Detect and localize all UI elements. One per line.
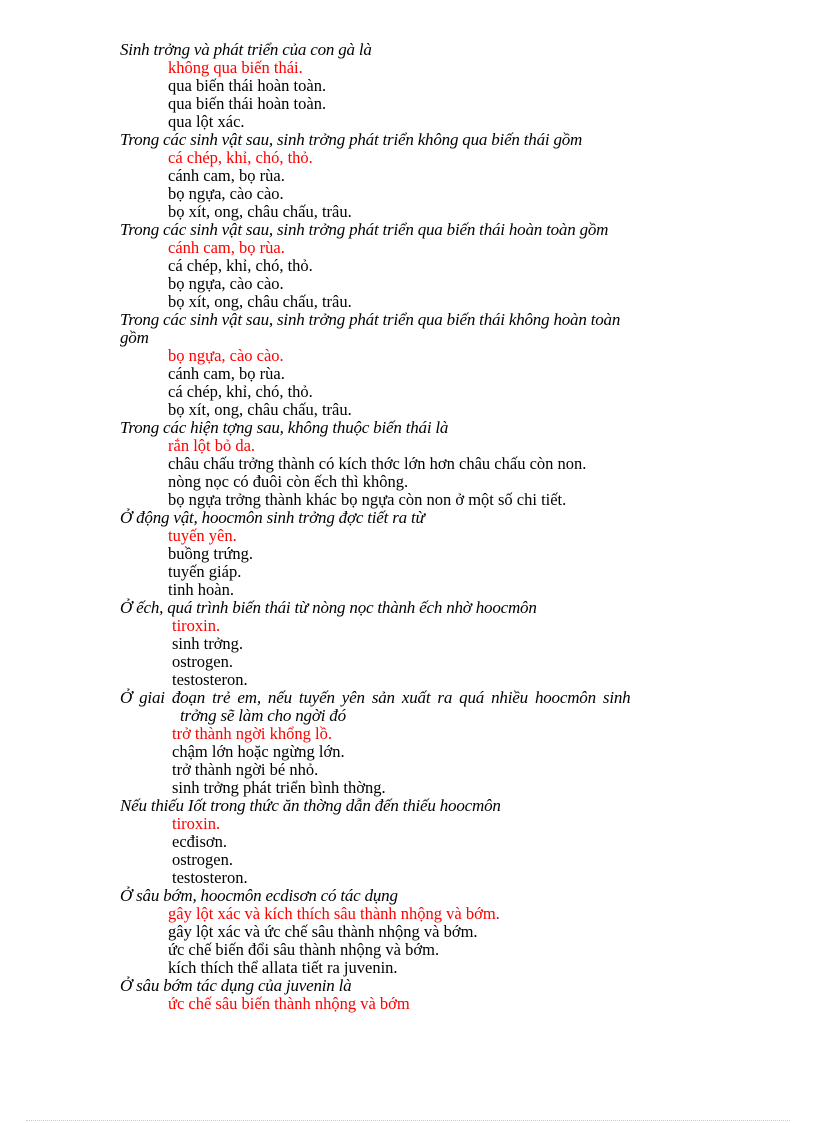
answer-option: ecđisơn. <box>172 832 228 851</box>
page-bottom-divider <box>26 1120 790 1121</box>
answer-option: trở thành ngời bé nhỏ. <box>172 760 319 779</box>
question-text: gồm <box>120 328 149 347</box>
answer-option: ức chế biến đổi sâu thành nhộng và bớm. <box>168 940 440 959</box>
answer-option: testosteron. <box>172 670 248 689</box>
answer-option: gây lột xác và ức chế sâu thành nhộng và bớm. <box>168 922 478 941</box>
answer-option: cá chép, khỉ, chó, thỏ. <box>168 382 313 401</box>
question-block <box>120 41 710 131</box>
answer-option: sinh trởng. <box>172 634 244 653</box>
answer-option-correct: tiroxin. <box>172 616 221 635</box>
question-block <box>120 131 710 221</box>
answer-option: qua biến thái hoàn toàn. <box>168 76 327 95</box>
answer-option-correct: cá chép, khỉ, chó, thỏ. <box>168 148 313 167</box>
question-block <box>120 311 710 419</box>
answer-option-correct: ức chế sâu biến thành nhộng và bớm <box>168 994 410 1013</box>
answer-option: bọ ngựa, cào cào. <box>168 274 284 293</box>
answer-option: cá chép, khỉ, chó, thỏ. <box>168 256 313 275</box>
answer-option: bọ xít, ong, châu chấu, trâu. <box>168 292 352 311</box>
answer-option-correct: tiroxin. <box>172 814 221 833</box>
question-text: Ở sâu bớm tác dụng của juvenin là <box>120 976 352 995</box>
quiz-document <box>120 41 710 1013</box>
answer-option: nòng nọc có đuôi còn ếch thì không. <box>168 472 409 491</box>
question-text: Trong các sinh vật sau, sinh trởng phát triển qua biến thái hoàn toàn gồm <box>120 220 609 239</box>
answer-option: qua lột xác. <box>168 112 245 131</box>
answer-option: bọ xít, ong, châu chấu, trâu. <box>168 202 352 221</box>
question-text: Sinh trởng và phát triển của con gà là <box>120 40 372 59</box>
answer-option: kích thích thể allata tiết ra juvenin. <box>168 958 398 977</box>
question-block <box>120 977 710 1013</box>
question-text: Ở giai đoạn trẻ em, nếu tuyến yên sản xuất ra quá nhiều hoocmôn sinh <box>120 688 631 707</box>
question-text: Nếu thiếu Iốt trong thức ăn thờng dẫn đến thiếu hoocmôn <box>120 796 501 815</box>
answer-option: sinh trởng phát triển bình thờng. <box>172 778 386 797</box>
question-block <box>120 509 710 599</box>
answer-option: testosteron. <box>172 868 248 887</box>
question-text: Ở ếch, quá trình biến thái từ nòng nọc thành ếch nhờ hoocmôn <box>120 598 537 617</box>
question-text: Trong các sinh vật sau, sinh trởng phát triển qua biến thái không hoàn toàn <box>120 310 621 329</box>
answer-option: qua biến thái hoàn toàn. <box>168 94 327 113</box>
question-block <box>120 419 710 509</box>
answer-option: bọ ngựa, cào cào. <box>168 184 284 203</box>
answer-option: cánh cam, bọ rùa. <box>168 166 285 185</box>
answer-option-correct: rắn lột bỏ da. <box>168 436 256 455</box>
answer-option: ostrogen. <box>172 652 233 671</box>
answer-option-correct: tuyến yên. <box>168 526 237 545</box>
answer-option: chậm lớn hoặc ngừng lớn. <box>172 742 345 761</box>
answer-option: tuyến giáp. <box>168 562 242 581</box>
answer-option: châu chấu trởng thành có kích thớc lớn hơn châu chấu còn non. <box>168 454 587 473</box>
answer-option: tinh hoàn. <box>168 580 234 599</box>
answer-option: ostrogen. <box>172 850 233 869</box>
answer-option-correct: trở thành ngời khổng lồ. <box>172 724 332 743</box>
answer-option-correct: không qua biến thái. <box>168 58 303 77</box>
question-text: Ở động vật, hoocmôn sinh trởng đợc tiết ra từ <box>120 508 425 527</box>
answer-option-correct: gây lột xác và kích thích sâu thành nhộng và bớm. <box>168 904 500 923</box>
question-block <box>120 887 710 977</box>
answer-option-correct: cánh cam, bọ rùa. <box>168 238 285 257</box>
answer-option: cánh cam, bọ rùa. <box>168 364 285 383</box>
answer-option: bọ xít, ong, châu chấu, trâu. <box>168 400 352 419</box>
question-block <box>120 221 710 311</box>
question-block <box>120 689 710 797</box>
question-text: Trong các sinh vật sau, sinh trởng phát triển không qua biến thái gồm <box>120 130 583 149</box>
question-text: Trong các hiện tợng sau, không thuộc biến thái là <box>120 418 449 437</box>
answer-option-correct: bọ ngựa, cào cào. <box>168 346 284 365</box>
question-block <box>120 797 710 887</box>
answer-option: bọ ngựa trởng thành khác bọ ngựa còn non ở một số chi tiết. <box>168 490 567 509</box>
question-text: Ở sâu bớm, hoocmôn ecdisơn có tác dụng <box>120 886 398 905</box>
answer-option: buồng trứng. <box>168 544 254 563</box>
question-text: trởng sẽ làm cho ngời đó <box>180 706 346 725</box>
question-block <box>120 599 710 689</box>
